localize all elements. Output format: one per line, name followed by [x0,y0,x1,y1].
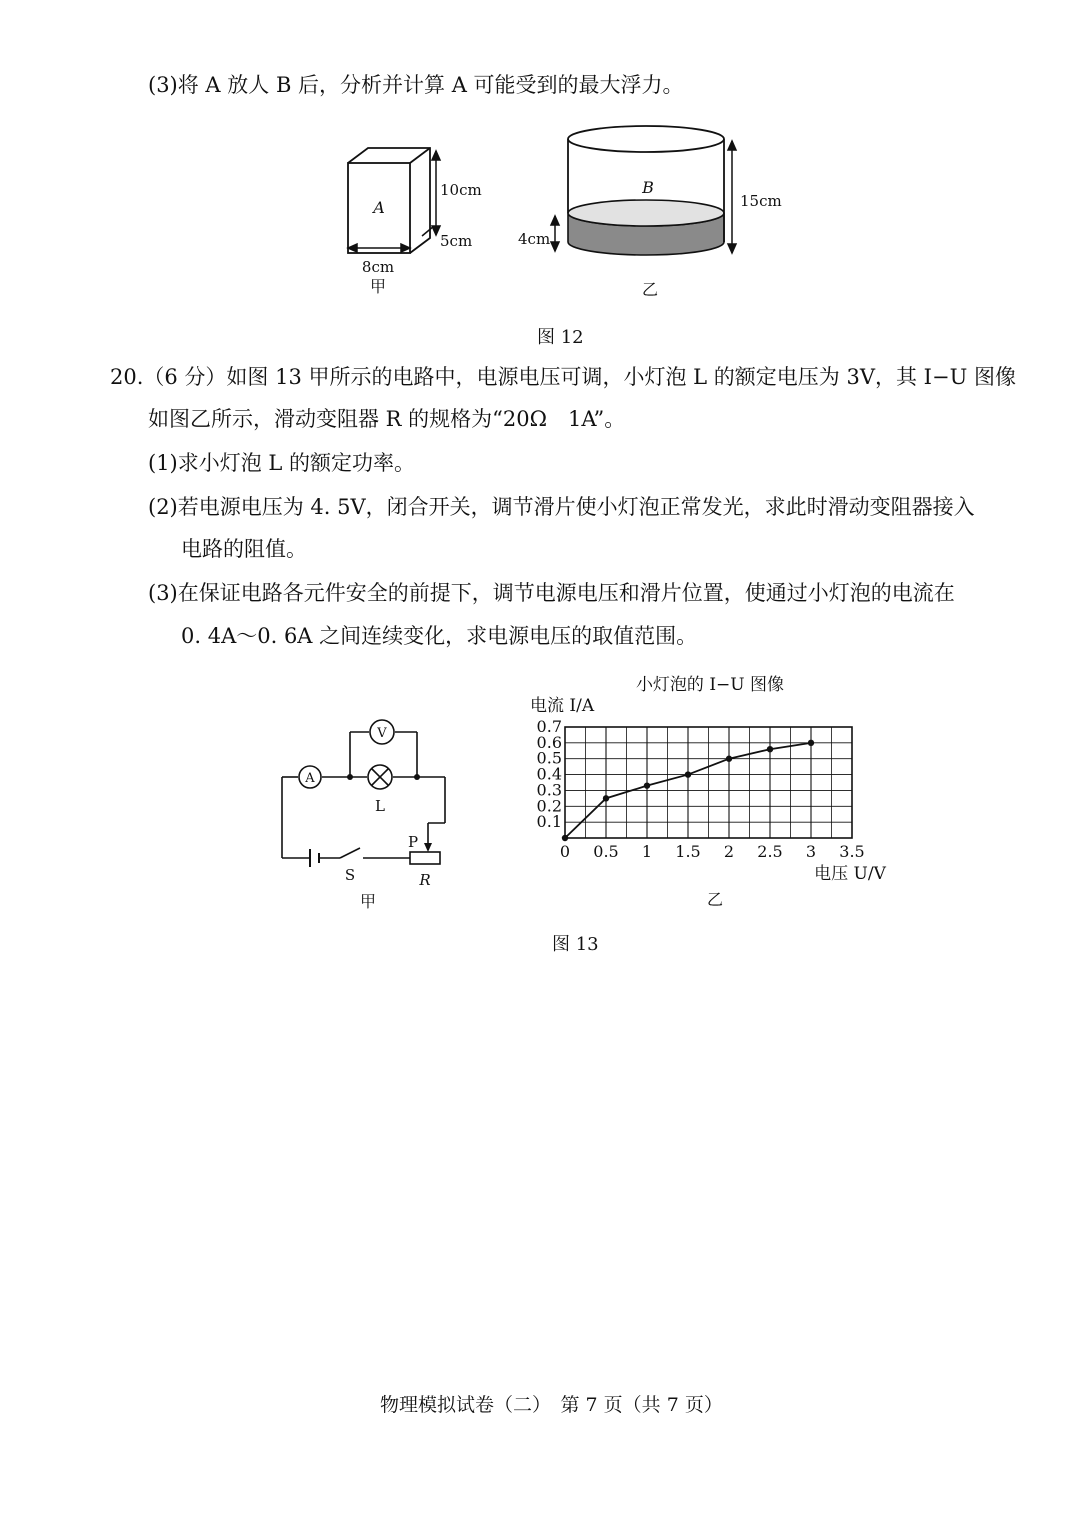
q20-part1: (1)求小灯泡 L 的额定功率。 [148,451,416,475]
data-point [726,756,732,762]
figure-12-caption: 图 12 [537,327,584,348]
q19-part3: (3)将 A 放人 B 后，分析并计算 A 可能受到的最大浮力。 [148,73,684,97]
q20-part3-line1: (3)在保证电路各元件安全的前提下，调节电源电压和滑片位置，使通过小灯泡的电流在 [148,581,955,605]
q20-stem-line1: 20.（6 分）如图 13 甲所示的电路中，电源电压可调，小灯泡 L 的额定电压为 3V，其 I−U 图像 [110,365,1016,389]
y-tick-label: 0.7 [536,717,562,736]
y-tick-label: 0.4 [536,764,562,784]
x-tick-label: 1.5 [675,842,701,861]
x-tick-label: 2.5 [757,842,783,861]
figure-12 [330,115,800,305]
data-point [767,746,773,752]
y-tick-label: 0.6 [536,732,562,752]
chart-caption: 乙 [706,890,724,909]
data-point [808,740,814,746]
circuit-caption: 甲 [359,892,377,911]
data-point [685,771,691,777]
block-depth-label: 5cm [440,232,473,250]
block-a-label: A [373,198,385,217]
block-caption: 甲 [369,277,387,296]
block-width-label: 8cm [361,258,395,276]
q20-part2-line1: (2)若电源电压为 4. 5V，闭合开关，调节滑片使小灯泡正常发光，求此时滑动变阻器接入 [148,495,975,519]
chart-title: 小灯泡的 I−U 图像 [635,675,785,695]
voltmeter-symbol: V [377,726,387,741]
block-height-label: 10cm [440,181,482,199]
slider-label: P [407,833,419,851]
x-tick-label: 0.5 [593,842,619,861]
liquid-height-label: 4cm [518,230,551,248]
chart-xlabel: 电压 U/V [814,864,886,884]
figure-13-caption: 图 13 [552,934,599,955]
data-point [562,835,568,841]
q20-part3-line2: 0. 4A～0. 6A 之间连续变化，求电源电压的取值范围。 [181,624,698,648]
data-point [603,795,609,801]
container-height-label: 15cm [740,192,782,210]
y-tick-label: 0.5 [536,748,562,768]
rheostat-label: R [419,871,431,889]
x-tick-label: 1 [641,842,653,861]
circuit-diagram [270,710,460,915]
x-tick-label: 2 [723,842,735,861]
ammeter-symbol: A [305,771,315,786]
page-footer: 物理模拟试卷（二） 第 7 页（共 7 页） [380,1394,723,1416]
iu-chart [520,668,890,913]
block-a [348,148,430,253]
x-tick-label: 3.5 [839,842,865,861]
lamp-label: L [375,797,385,815]
q20-part2-line2: 电路的阻值。 [181,537,307,561]
y-tick-label: 0.1 [536,812,562,832]
y-tick-label: 0.2 [536,796,562,816]
chart-ylabel: 电流 I/A [530,696,595,716]
q20-stem-line2: 如图乙所示，滑动变阻器 R 的规格为“20Ω 1A”。 [148,407,626,431]
y-tick-label: 0.3 [536,780,562,800]
container-caption: 乙 [641,280,659,299]
x-tick-label: 3 [805,842,817,861]
container-b-label: B [642,178,654,197]
switch-label: S [344,866,356,884]
x-tick-label: 0 [559,842,571,861]
data-point [644,782,650,788]
